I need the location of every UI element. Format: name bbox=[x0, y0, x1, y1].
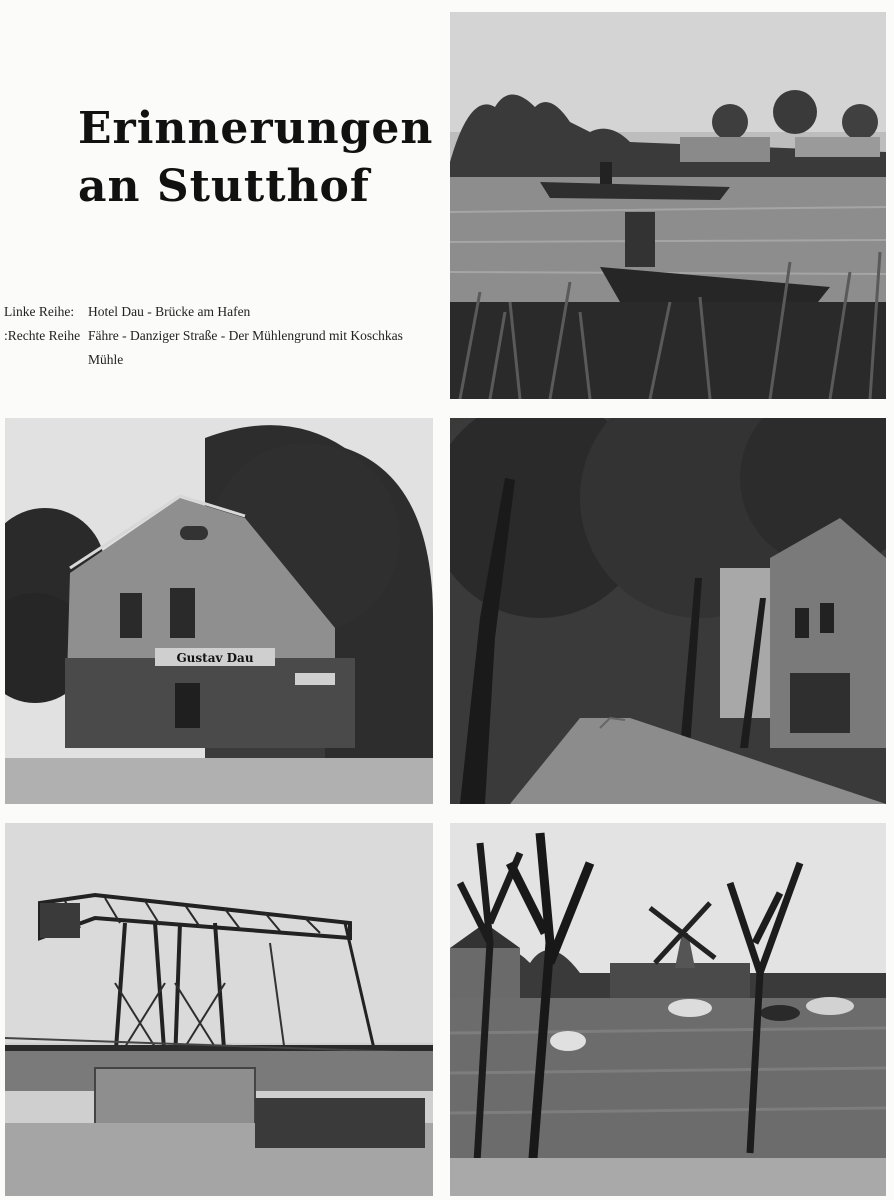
bridge-image bbox=[5, 823, 433, 1196]
mill-image bbox=[450, 823, 886, 1196]
photo-bridge bbox=[5, 823, 433, 1196]
caption-left-text: Hotel Dau - Brücke am Hafen bbox=[88, 304, 251, 319]
caption-right-label: Rechte Reihe: bbox=[4, 328, 81, 343]
photo-muehlengrund bbox=[450, 823, 886, 1196]
title-line-2: an Stutthof bbox=[78, 161, 370, 212]
hotel-image bbox=[5, 418, 433, 804]
caption-right-row bbox=[4, 324, 424, 372]
caption-right-text: Fähre - Danziger Straße - Der Mühlengrund mit Koschkas Mühle bbox=[88, 328, 403, 367]
photo-ferry bbox=[450, 12, 886, 399]
photo-danziger-strasse bbox=[450, 418, 886, 804]
caption-left-label: Linke Reihe: bbox=[4, 304, 75, 319]
caption-left-row bbox=[4, 300, 424, 324]
page-title bbox=[78, 100, 434, 216]
title-line-1: Erinnerungen bbox=[78, 103, 434, 154]
photo-hotel-dau bbox=[5, 418, 433, 804]
hotel-sign-text: Gustav Dau bbox=[176, 651, 254, 665]
ferry-image bbox=[450, 12, 886, 399]
photo-caption bbox=[4, 300, 424, 372]
street-image bbox=[450, 418, 886, 804]
